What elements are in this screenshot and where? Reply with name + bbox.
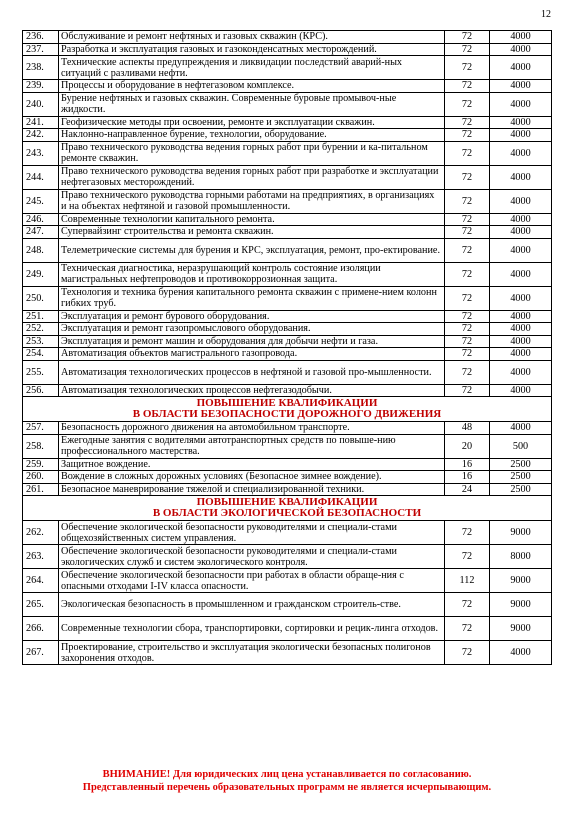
program-title: Право технического руководства горными работами на предприятиях, в организациях и на объектах нефтяной и газовой промышленности. — [59, 189, 445, 213]
section-header — [23, 496, 552, 521]
program-title: Наклонно-направленное бурение, технологии, оборудование. — [59, 129, 445, 142]
program-hours: 72 — [445, 116, 490, 129]
section-title-line2: В ОБЛАСТИ БЕЗОПАСНОСТИ ДОРОЖНОГО ДВИЖЕНИЯ — [132, 408, 442, 420]
program-hours: 72 — [445, 80, 490, 93]
row-number: 256. — [23, 384, 59, 397]
program-title: Обеспечение экологической безопасности при работах в области обраще-ния с опасными отходами I-IV класса опасности. — [59, 569, 445, 593]
program-hours: 72 — [445, 189, 490, 213]
row-number: 248. — [23, 238, 59, 262]
program-title: Безопасность дорожного движения на автомобильном транспорте. — [59, 422, 445, 435]
row-number: 252. — [23, 323, 59, 336]
program-title: Техническая диагностика, неразрушающий контроль состояние изоляции магистральных нефтепроводов и противокоррозионная защита. — [59, 262, 445, 286]
program-price: 4000 — [490, 335, 552, 348]
program-price: 4000 — [490, 286, 552, 310]
table-row — [23, 286, 552, 310]
program-title: Современные технологии капитального ремонта. — [59, 213, 445, 226]
program-title: Эксплуатация и ремонт газопромыслового оборудования. — [59, 323, 445, 336]
row-number: 237. — [23, 43, 59, 56]
program-price: 4000 — [490, 43, 552, 56]
programs-table — [22, 30, 552, 665]
table-row — [23, 434, 552, 458]
table-row — [23, 323, 552, 336]
row-number: 246. — [23, 213, 59, 226]
program-price: 4000 — [490, 262, 552, 286]
program-price: 4000 — [490, 189, 552, 213]
row-number: 267. — [23, 641, 59, 665]
row-number: 249. — [23, 262, 59, 286]
program-hours: 72 — [445, 141, 490, 165]
program-price: 4000 — [490, 129, 552, 142]
program-hours: 72 — [445, 226, 490, 239]
row-number: 236. — [23, 31, 59, 44]
table-row — [23, 129, 552, 142]
warning-line2: Представленный перечень образовательных программ не является исчерпывающим. — [82, 782, 492, 793]
program-hours: 16 — [445, 458, 490, 471]
program-price: 4000 — [490, 213, 552, 226]
warning-note — [0, 768, 574, 794]
program-price: 9000 — [490, 593, 552, 617]
section-title-line1: ПОВЫШЕНИЕ КВАЛИФИКАЦИИ — [196, 396, 378, 409]
program-price: 9000 — [490, 521, 552, 545]
row-number: 239. — [23, 80, 59, 93]
row-number: 245. — [23, 189, 59, 213]
program-price: 4000 — [490, 92, 552, 116]
program-price: 8000 — [490, 545, 552, 569]
page-number: 12 — [541, 9, 551, 20]
program-title: Автоматизация технологических процессов в нефтяной и газовой про-мышленности. — [59, 360, 445, 384]
table-row — [23, 569, 552, 593]
section-title-line1: ПОВЫШЕНИЕ КВАЛИФИКАЦИИ — [196, 495, 378, 508]
program-price: 2500 — [490, 483, 552, 496]
table-row — [23, 56, 552, 80]
program-title: Геофизические методы при освоении, ремонте и эксплуатации скважин. — [59, 116, 445, 129]
row-number: 260. — [23, 471, 59, 484]
road-safety-programs — [23, 422, 552, 496]
program-price: 9000 — [490, 569, 552, 593]
program-title: Эксплуатация и ремонт бурового оборудования. — [59, 310, 445, 323]
program-price: 4000 — [490, 80, 552, 93]
program-hours: 72 — [445, 129, 490, 142]
program-price: 500 — [490, 434, 552, 458]
row-number: 242. — [23, 129, 59, 142]
program-hours: 72 — [445, 323, 490, 336]
program-title: Современные технологии сбора, транспортировки, сортировки и рецик-линга отходов. — [59, 617, 445, 641]
program-title: Защитное вождение. — [59, 458, 445, 471]
program-hours: 72 — [445, 593, 490, 617]
program-hours: 72 — [445, 348, 490, 361]
program-hours: 72 — [445, 545, 490, 569]
program-hours: 72 — [445, 238, 490, 262]
program-hours: 72 — [445, 92, 490, 116]
row-number: 264. — [23, 569, 59, 593]
program-price: 4000 — [490, 384, 552, 397]
row-number: 250. — [23, 286, 59, 310]
program-title: Бурение нефтяных и газовых скважин. Современные буровые промывоч-ные жидкости. — [59, 92, 445, 116]
program-price: 4000 — [490, 226, 552, 239]
section-header-cell — [23, 496, 552, 521]
program-price: 9000 — [490, 617, 552, 641]
section-road-safety — [23, 397, 552, 422]
table-row — [23, 310, 552, 323]
program-price: 4000 — [490, 56, 552, 80]
table-row — [23, 471, 552, 484]
program-title: Автоматизация технологических процессов нефтегазодобычи. — [59, 384, 445, 397]
row-number: 254. — [23, 348, 59, 361]
program-title: Разработка и эксплуатация газовых и газоконденсатных месторождений. — [59, 43, 445, 56]
table-row — [23, 360, 552, 384]
program-hours: 72 — [445, 335, 490, 348]
program-title: Технические аспекты предупреждения и ликвидации последствий аварий-ных ситуаций с разливами нефти. — [59, 56, 445, 80]
table-row — [23, 213, 552, 226]
table-row — [23, 545, 552, 569]
program-price: 4000 — [490, 141, 552, 165]
program-hours: 20 — [445, 434, 490, 458]
row-number: 244. — [23, 165, 59, 189]
table-row — [23, 262, 552, 286]
table-row — [23, 422, 552, 435]
program-price: 4000 — [490, 238, 552, 262]
program-hours: 72 — [445, 262, 490, 286]
row-number: 259. — [23, 458, 59, 471]
row-number: 266. — [23, 617, 59, 641]
program-price: 4000 — [490, 422, 552, 435]
ecology-programs — [23, 521, 552, 665]
program-hours: 72 — [445, 617, 490, 641]
program-price: 2500 — [490, 471, 552, 484]
program-hours: 16 — [445, 471, 490, 484]
program-title: Экологическая безопасность в промышленном и гражданском строитель-стве. — [59, 593, 445, 617]
program-title: Обеспечение экологической безопасности руководителями и специали-стами экологических служб и систем экологического контроля. — [59, 545, 445, 569]
section-ecology — [23, 496, 552, 521]
table-row — [23, 165, 552, 189]
row-number: 263. — [23, 545, 59, 569]
table-row — [23, 483, 552, 496]
program-title: Телеметрические системы для бурения и КРС, эксплуатация, ремонт, про-ектирование. — [59, 238, 445, 262]
row-number: 243. — [23, 141, 59, 165]
program-title: Право технического руководства ведения горных работ при бурении и ка-питальном ремонте скважин. — [59, 141, 445, 165]
program-hours: 72 — [445, 165, 490, 189]
table-row — [23, 593, 552, 617]
section-title-line2: В ОБЛАСТИ ЭКОЛОГИЧЕСКОЙ БЕЗОПАСНОСТИ — [152, 507, 422, 519]
row-number: 258. — [23, 434, 59, 458]
program-price: 4000 — [490, 116, 552, 129]
program-title: Процессы и оборудование в нефтегазовом комплексе. — [59, 80, 445, 93]
program-title: Вождение в сложных дорожных условиях (Безопасное зимнее вождение). — [59, 471, 445, 484]
program-title: Эксплуатация и ремонт машин и оборудования для добычи нефти и газа. — [59, 335, 445, 348]
program-price: 2500 — [490, 458, 552, 471]
program-hours: 72 — [445, 56, 490, 80]
row-number: 253. — [23, 335, 59, 348]
row-number: 240. — [23, 92, 59, 116]
program-title: Ежегодные занятия с водителями автотранспортных средств по повыше-нию профессионального мастерства. — [59, 434, 445, 458]
program-title: Обеспечение экологической безопасности руководителями и специали-стами общехозяйственных систем управления. — [59, 521, 445, 545]
row-number: 265. — [23, 593, 59, 617]
row-number: 257. — [23, 422, 59, 435]
table-row — [23, 617, 552, 641]
row-number: 241. — [23, 116, 59, 129]
row-number: 255. — [23, 360, 59, 384]
program-hours: 72 — [445, 310, 490, 323]
program-hours: 72 — [445, 43, 490, 56]
program-hours: 72 — [445, 641, 490, 665]
warning-line1: ВНИМАНИЕ! Для юридических лиц цена устанавливается по согласованию. — [102, 769, 472, 780]
table-row — [23, 43, 552, 56]
table-row — [23, 335, 552, 348]
row-number: 238. — [23, 56, 59, 80]
program-hours: 112 — [445, 569, 490, 593]
table-row — [23, 80, 552, 93]
program-hours: 72 — [445, 521, 490, 545]
table-row — [23, 226, 552, 239]
program-hours: 48 — [445, 422, 490, 435]
program-hours: 72 — [445, 384, 490, 397]
program-price: 4000 — [490, 360, 552, 384]
table-row — [23, 348, 552, 361]
program-price: 4000 — [490, 31, 552, 44]
table-row — [23, 521, 552, 545]
program-price: 4000 — [490, 310, 552, 323]
row-number: 262. — [23, 521, 59, 545]
program-price: 4000 — [490, 165, 552, 189]
table-row — [23, 116, 552, 129]
program-hours: 72 — [445, 286, 490, 310]
program-hours: 72 — [445, 360, 490, 384]
row-number: 251. — [23, 310, 59, 323]
section-header — [23, 397, 552, 422]
table-row — [23, 641, 552, 665]
section-header-cell — [23, 397, 552, 422]
program-hours: 72 — [445, 213, 490, 226]
table-row — [23, 384, 552, 397]
program-title: Обслуживание и ремонт нефтяных и газовых скважин (КРС). — [59, 31, 445, 44]
table-row — [23, 141, 552, 165]
program-title: Автоматизация объектов магистрального газопровода. — [59, 348, 445, 361]
table-row — [23, 92, 552, 116]
table-row — [23, 189, 552, 213]
oil-gas-programs — [23, 31, 552, 397]
program-title: Проектирование, строительство и эксплуатация экологически безопасных полигонов захоронения отходов. — [59, 641, 445, 665]
row-number: 247. — [23, 226, 59, 239]
program-hours: 24 — [445, 483, 490, 496]
program-hours: 72 — [445, 31, 490, 44]
table-row — [23, 31, 552, 44]
program-title: Технология и техника бурения капитального ремонта скважин с примене-нием колонн гибких труб. — [59, 286, 445, 310]
program-title: Супервайзинг строительства и ремонта скважин. — [59, 226, 445, 239]
table-row — [23, 238, 552, 262]
table-row — [23, 458, 552, 471]
program-price: 4000 — [490, 323, 552, 336]
program-price: 4000 — [490, 348, 552, 361]
row-number: 261. — [23, 483, 59, 496]
program-price: 4000 — [490, 641, 552, 665]
program-title: Право технического руководства ведения горных работ при разработке и эксплуатации нефтегазовых месторождений. — [59, 165, 445, 189]
program-title: Безопасное маневрирование тяжелой и специализированной техники. — [59, 483, 445, 496]
